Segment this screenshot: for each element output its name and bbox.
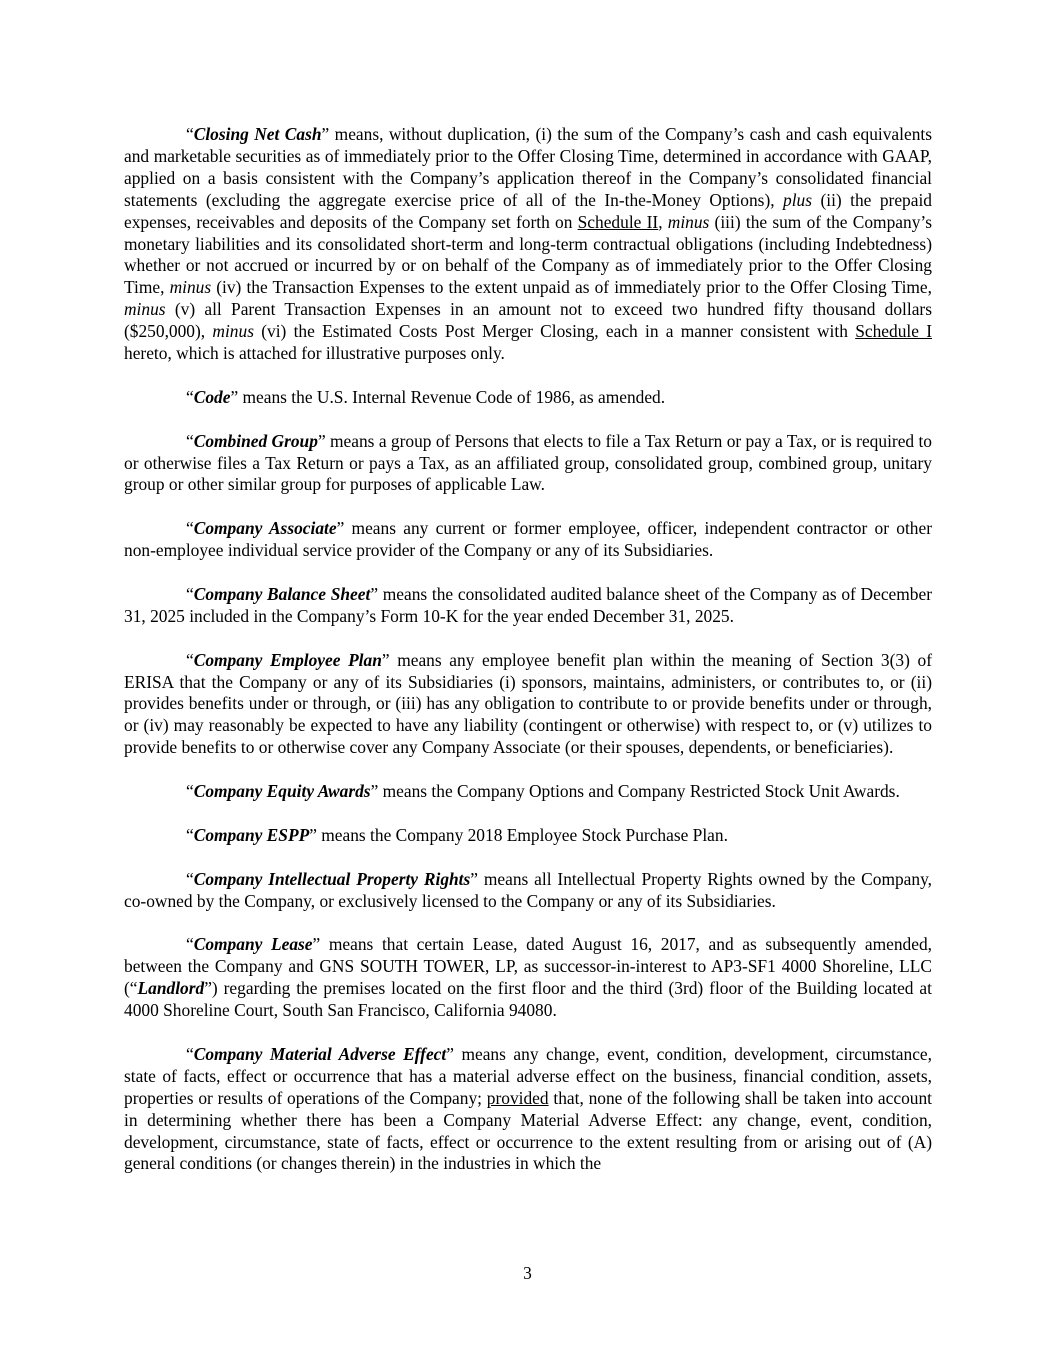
italic-text: minus: [212, 321, 254, 342]
defined-term: Landlord: [137, 978, 205, 999]
definition-company-associate: [124, 518, 932, 562]
definition-text: “: [186, 868, 194, 889]
definition-company-ip-rights: [124, 869, 932, 913]
underlined-reference: provided: [486, 1087, 549, 1108]
underlined-reference: Schedule II: [577, 211, 659, 232]
definition-company-equity-awards: [124, 781, 932, 803]
definition-text: ” means any current or former employee, officer, independent contractor or other non-employee individual service provider of the Company or any of its Subsidiaries.: [124, 518, 932, 561]
definition-text: ,: [658, 211, 668, 232]
italic-text: plus: [783, 189, 813, 210]
definition-text: ” means, without duplication, (i) the sum of the Company’s cash and cash equivalents and marketable securities as of immediately prior to the Offer Closing Time, determined in accordance with GAAP, applied on a basis consistent with the Company’s application thereof in the Company’s consolidated financial statements (excluding the aggregate exercise price of all of the In-the-Money Options),: [124, 124, 932, 210]
definition-text: ” means the consolidated audited balance sheet of the Company as of December 31, 2025 included in the Company’s Form 10-K for the year ended December 31, 2025.: [124, 583, 933, 626]
document-body: [124, 124, 932, 1197]
definition-text: ” means all Intellectual Property Rights owned by the Company, co-owned by the Company, or exclusively licensed to the Company or any of its Subsidiaries.: [124, 868, 932, 911]
definition-text: “: [186, 824, 194, 845]
definition-text: (iv) the Transaction Expenses to the extent unpaid as of immediately prior to the Offer Closing Time,: [211, 277, 932, 298]
definition-text: ” means the U.S. Internal Revenue Code of 1986, as amended.: [230, 386, 666, 407]
definition-text: “: [186, 781, 194, 802]
definition-text: ” means the Company Options and Company Restricted Stock Unit Awards.: [370, 781, 900, 802]
definition-text: “: [186, 386, 194, 407]
definition-text: “: [186, 518, 194, 539]
definition-text: (iii) the sum of the Company’s monetary liabilities and its consolidated short-term and long-term contractual obligations (including Indebtedness) whether or not accrued or incurred by or on behalf of the Company as of immediately prior to the Offer Closing Time,: [124, 211, 932, 298]
definition-text: “: [186, 430, 194, 451]
underlined-reference: Schedule I: [855, 321, 932, 342]
definition-company-lease: [124, 934, 932, 1022]
definition-text: “: [186, 649, 194, 670]
italic-text: minus: [124, 299, 166, 320]
definition-company-balance-sheet: [124, 584, 932, 628]
definition-text: ” means the Company 2018 Employee Stock Purchase Plan.: [309, 824, 728, 845]
definition-company-employee-plan: [124, 650, 932, 760]
defined-term: Company Lease: [193, 934, 313, 955]
definition-text: (v) all Parent Transaction Expenses in an amount not to exceed two hundred fifty thousand dollars ($250,000),: [124, 299, 932, 342]
defined-term: Combined Group: [193, 430, 318, 451]
definition-text: “: [186, 934, 194, 955]
definition-closing-net-cash: [124, 124, 932, 365]
page-number: 3: [523, 1263, 532, 1283]
definition-text: hereto, which is attached for illustrative purposes only.: [124, 343, 505, 364]
definition-text: ” means any employee benefit plan within the meaning of Section 3(3) of ERISA that the Company or any of its Subsidiaries (i) sponsors, maintains, administers, or contributes to, or (ii) provides benefits under or through, or (iii) has any obligation to contribute to or provide benefits under or through, or (iv) may reasonably be expected to have any liability (contingent or otherwise) with respect to, or (v) utilizes to provide benefits to or otherwise cover any Company Associate (or their spouses, dependents, or beneficiaries).: [124, 649, 932, 758]
definition-company-espp: [124, 825, 932, 847]
definition-company-mae: [124, 1044, 932, 1175]
definition-text: ” means a group of Persons that elects to file a Tax Return or pay a Tax, or is required to or otherwise files a Tax Return or pays a Tax, as an affiliated group, consolidated group, combined group, unitary group or other similar group for purposes of applicable Law.: [124, 430, 932, 495]
defined-term: Company Associate: [193, 518, 337, 539]
definition-text: ” means any change, event, condition, development, circumstance, state of facts, effect or occurrence that has a material adverse effect on the business, financial condition, assets, properties or results of operations of the Company;: [124, 1043, 932, 1108]
definition-text: (vi) the Estimated Costs Post Merger Closing, each in a manner consistent with: [253, 321, 856, 342]
definition-text: ”) regarding the premises located on the first floor and the third (3rd) floor of the Building located at 4000 Shoreline Court, South San Francisco, California 94080.: [124, 978, 932, 1021]
definition-text: (ii) the prepaid expenses, receivables and deposits of the Company set forth on: [124, 189, 932, 232]
italic-text: minus: [667, 211, 710, 232]
defined-term: Company ESPP: [193, 824, 310, 845]
definition-text: “: [186, 1043, 194, 1064]
defined-term: Company Material Adverse Effect: [193, 1043, 447, 1064]
definition-text: that, none of the following shall be taken into account in determining whether there has been a Company Material Adverse Effect: any change, event, condition, development, circumstance, state of facts, effect or occurrence to the extent resulting from or arising out of (A) general conditions (or changes therein) in the industries in which the: [124, 1087, 932, 1174]
definition-combined-group: [124, 431, 932, 497]
definition-text: “: [186, 124, 194, 144]
defined-term: Closing Net Cash: [193, 124, 322, 144]
defined-term: Company Balance Sheet: [193, 583, 371, 604]
definition-text: “: [186, 583, 194, 604]
defined-term: Company Employee Plan: [193, 649, 382, 670]
defined-term: Company Equity Awards: [193, 781, 371, 802]
italic-text: minus: [169, 277, 212, 298]
defined-term: Company Intellectual Property Rights: [193, 868, 471, 889]
definition-text: ” means that certain Lease, dated August 16, 2017, and as subsequently amended, between the Company and GNS SOUTH TOWER, LP, as successor-in-interest to AP3-SF1 4000 Shoreline, LLC (“: [124, 934, 932, 999]
definition-code: [124, 387, 932, 409]
defined-term: Code: [193, 386, 231, 407]
